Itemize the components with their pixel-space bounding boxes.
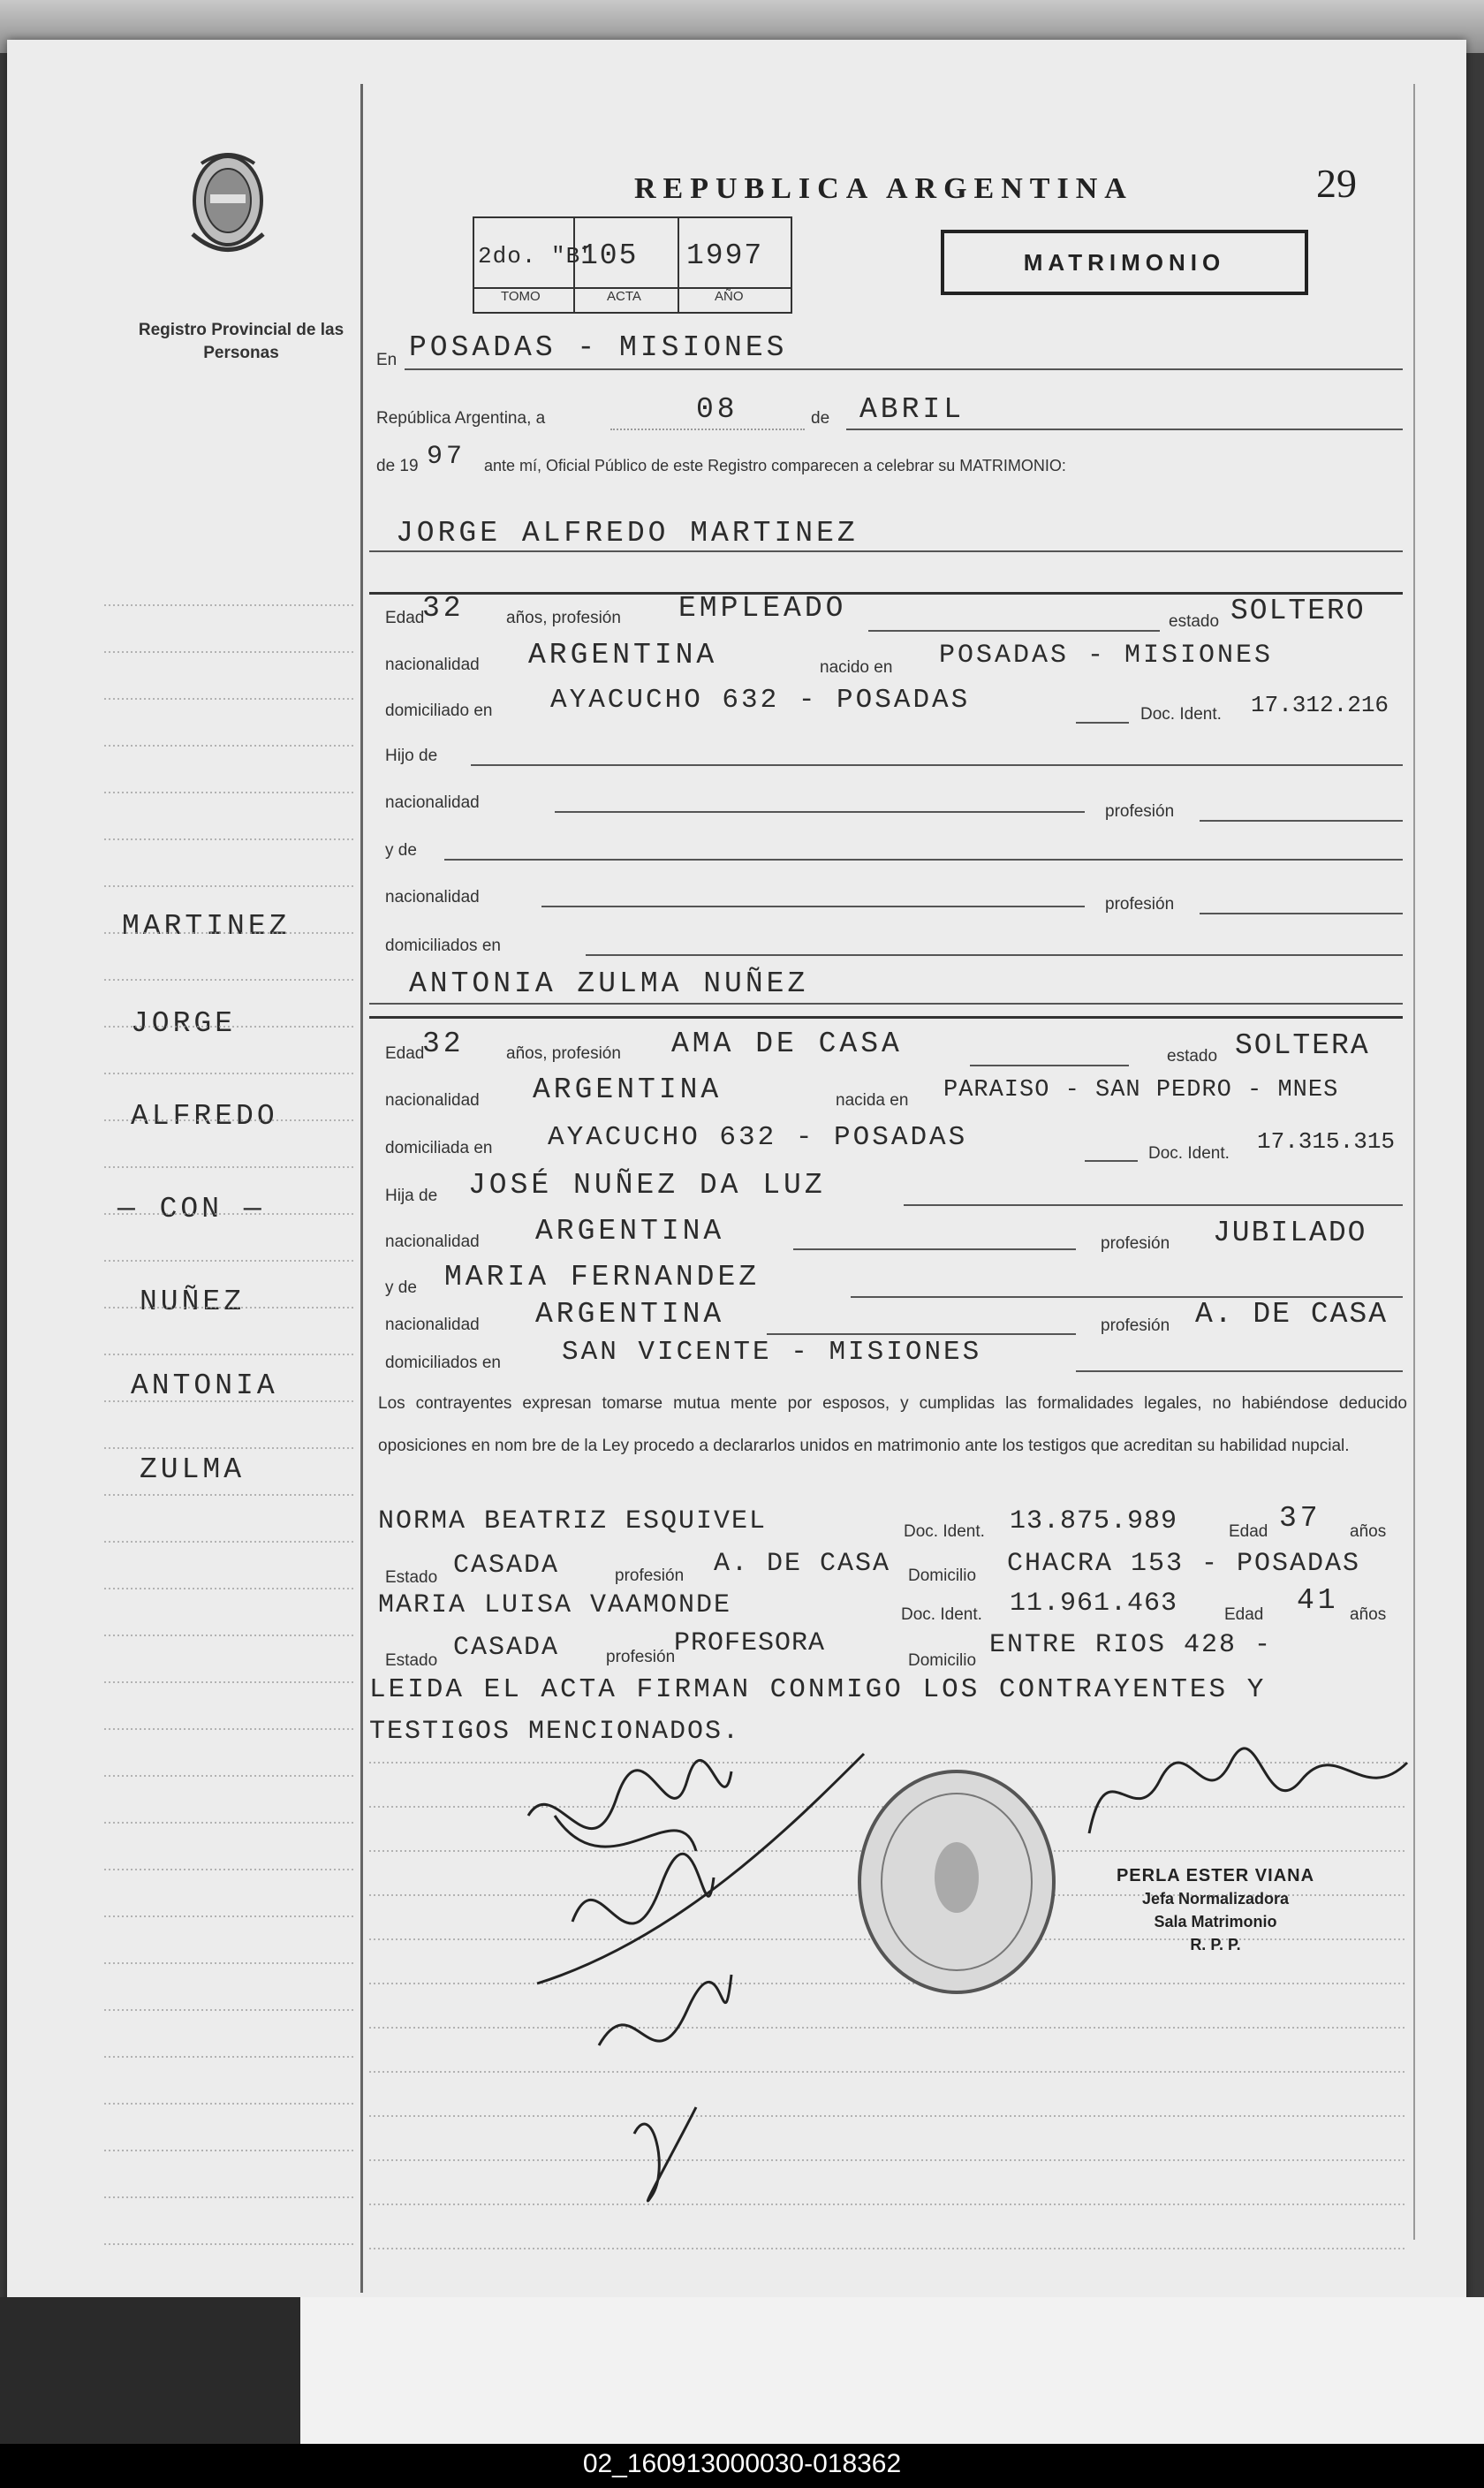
bride-mother-prof: A. DE CASA	[1195, 1298, 1389, 1331]
groom-address: AYACUCHO 632 - POSADAS	[550, 685, 971, 716]
witness1-doc-label: Doc. Ident.	[904, 1522, 985, 1541]
date-day: 08	[696, 393, 738, 426]
place-label: En	[376, 351, 398, 369]
bride-age-label: Edad	[385, 1044, 425, 1063]
witness1-age: 37	[1279, 1502, 1321, 1535]
witness1-age-label: Edad	[1229, 1522, 1268, 1541]
groom-doms-label: domiciliados en	[385, 937, 501, 955]
witness2-prof-label: profesión	[606, 1648, 676, 1666]
groom-nat-label: nacionalidad	[385, 656, 480, 674]
witness2-name: MARIA LUISA VAAMONDE	[378, 1590, 732, 1620]
bride-status-label: estado	[1167, 1047, 1218, 1066]
groom-profession: EMPLEADO	[678, 592, 847, 625]
bride-status: SOLTERA	[1235, 1029, 1370, 1062]
year-suffix: 97	[427, 442, 466, 472]
document-page	[7, 40, 1466, 2319]
bride-nat2-label: nacionalidad	[385, 1233, 480, 1251]
witness1-profession: A. DE CASA	[714, 1549, 891, 1579]
witness1-prof-label: profesión	[615, 1566, 685, 1585]
bride-mother-label: y de	[385, 1278, 417, 1297]
witness2-years-label: años	[1350, 1605, 1387, 1624]
bride-doc-label: Doc. Ident.	[1148, 1144, 1230, 1163]
witness1-dom-label: Domicilio	[908, 1566, 977, 1585]
page-number: 29	[1316, 161, 1357, 206]
witness2-age: 41	[1297, 1584, 1339, 1617]
date-de-label: de	[811, 409, 830, 428]
bride-prof3-label: profesión	[1101, 1316, 1170, 1335]
groom-age: 32	[422, 592, 465, 625]
witness2-age-label: Edad	[1224, 1605, 1264, 1624]
year-prefix: de 19	[376, 457, 419, 475]
witness2-doc-label: Doc. Ident.	[901, 1605, 982, 1624]
bride-prof2-label: profesión	[1101, 1234, 1170, 1253]
groom-doc-label: Doc. Ident.	[1140, 705, 1222, 724]
witness1-status: CASADA	[453, 1551, 560, 1581]
bride-birthplace: PARAISO - SAN PEDRO - MNES	[943, 1077, 1339, 1104]
witness2-status: CASADA	[453, 1633, 560, 1663]
bride-doms-label: domiciliados en	[385, 1354, 501, 1372]
registry-name: Registro Provincial de las Personas	[138, 321, 344, 362]
bride-prof-label: años, profesión	[506, 1044, 621, 1063]
bride-father-nat: ARGENTINA	[535, 1215, 725, 1248]
groom-son-label: Hijo de	[385, 747, 438, 765]
groom-dom-label: domiciliado en	[385, 702, 493, 720]
witness1-name: NORMA BEATRIZ ESQUIVEL	[378, 1506, 768, 1536]
groom-prof-label: años, profesión	[506, 609, 621, 627]
witness2-status-label: Estado	[385, 1651, 438, 1670]
witness2-address: ENTRE RIOS 428 -	[989, 1630, 1273, 1660]
bride-address: AYACUCHO 632 - POSADAS	[548, 1122, 968, 1153]
groom-age-label: Edad	[385, 609, 425, 627]
groom-nationality: ARGENTINA	[528, 639, 718, 671]
margin-name-6: ZULMA	[140, 1453, 246, 1486]
witness2-profession: PROFESORA	[674, 1628, 826, 1658]
groom-prof2-label: profesión	[1105, 802, 1175, 821]
tomo-value: 2do. "B"	[478, 243, 595, 269]
signatures-drawing	[502, 1718, 908, 2231]
groom-nat2-label: nacionalidad	[385, 793, 480, 812]
margin-name-0: MARTINEZ	[122, 910, 291, 943]
anio-label: AÑO	[715, 289, 744, 304]
acta-label: ACTA	[607, 289, 641, 304]
margin-name-2: ALFREDO	[131, 1100, 278, 1133]
groom-nat3-label: nacionalidad	[385, 888, 480, 906]
witness1-doc: 13.875.989	[1010, 1506, 1178, 1536]
margin-name-1: JORGE	[131, 1007, 237, 1040]
groom-birthplace: POSADAS - MISIONES	[939, 641, 1274, 671]
image-caption: 02_160913000030-018362	[582, 2449, 902, 2478]
date-month: ABRIL	[859, 393, 965, 426]
witness1-years-label: años	[1350, 1522, 1387, 1541]
official-role: Jefa Normalizadora	[1141, 1890, 1290, 1908]
official-name: PERLA ESTER VIANA	[1116, 1866, 1315, 1885]
acta-value: 105	[580, 239, 639, 272]
official-dept: Sala Matrimonio	[1154, 1913, 1277, 1930]
bride-nat3-label: nacionalidad	[385, 1316, 480, 1334]
groom-status: SOLTERO	[1230, 595, 1366, 627]
bride-name: ANTONIA ZULMA NUÑEZ	[409, 967, 809, 1000]
groom-status-label: estado	[1169, 612, 1220, 631]
tomo-label: TOMO	[501, 289, 541, 304]
bride-age: 32	[422, 1028, 465, 1060]
bride-dom-label: domiciliada en	[385, 1139, 493, 1157]
bride-profession: AMA DE CASA	[671, 1028, 903, 1060]
groom-and-label: y de	[385, 841, 417, 860]
margin-name-3: — CON —	[117, 1193, 265, 1225]
bride-father-prof: JUBILADO	[1213, 1217, 1367, 1249]
official-signature	[1071, 1727, 1425, 1869]
country-title: REPUBLICA ARGENTINA	[634, 172, 1133, 205]
margin-name-4: NUÑEZ	[140, 1286, 246, 1318]
official-org: R. P. P.	[1190, 1936, 1241, 1953]
appear-statement: ante mí, Oficial Público de este Registro comparecen a celebrar su MATRIMONIO:	[484, 457, 1066, 474]
official-block	[1092, 1864, 1339, 1956]
official-seal-icon	[851, 1763, 1063, 2001]
closing-line-2: TESTIGOS MENCIONADOS.	[369, 1717, 741, 1747]
bride-doc: 17.315.315	[1257, 1128, 1396, 1155]
bride-nat-label: nacionalidad	[385, 1091, 480, 1110]
record-type-box: MATRIMONIO	[941, 230, 1308, 295]
closing-line-1: LEIDA EL ACTA FIRMAN CONMIGO LOS CONTRAYENTES Y	[369, 1674, 1267, 1705]
bride-father: JOSÉ NUÑEZ DA LUZ	[468, 1169, 826, 1202]
republic-label: República Argentina, a	[376, 409, 546, 428]
witness2-dom-label: Domicilio	[908, 1651, 977, 1670]
witness2-doc: 11.961.463	[1010, 1589, 1178, 1619]
margin-name-5: ANTONIA	[131, 1369, 278, 1402]
anio-value: 1997	[686, 239, 764, 272]
bride-parents-address: SAN VICENTE - MISIONES	[562, 1337, 982, 1368]
witness1-status-label: Estado	[385, 1568, 438, 1587]
bride-mother: MARIA FERNANDEZ	[444, 1261, 761, 1293]
formal-text: Los contrayentes expresan tomarse mutua mente por esposos, y cumplidas las formalidades legales, no habiéndose deducido oposiciones en nom bre de la Ley procedo a declararlos unidos en matrimonio ante los testigos que acreditan su habilidad nupcial.	[378, 1394, 1407, 1455]
groom-prof3-label: profesión	[1105, 895, 1175, 914]
bride-born-label: nacida en	[836, 1091, 909, 1110]
groom-doc: 17.312.216	[1251, 692, 1389, 718]
bride-nationality: ARGENTINA	[533, 1073, 723, 1106]
bride-father-label: Hija de	[385, 1187, 438, 1205]
groom-born-label: nacido en	[820, 658, 893, 677]
place-value: POSADAS - MISIONES	[409, 331, 788, 364]
groom-name: JORGE ALFREDO MARTINEZ	[396, 517, 859, 550]
bride-mother-nat: ARGENTINA	[535, 1298, 725, 1331]
witness1-address: CHACRA 153 - POSADAS	[1007, 1549, 1361, 1579]
